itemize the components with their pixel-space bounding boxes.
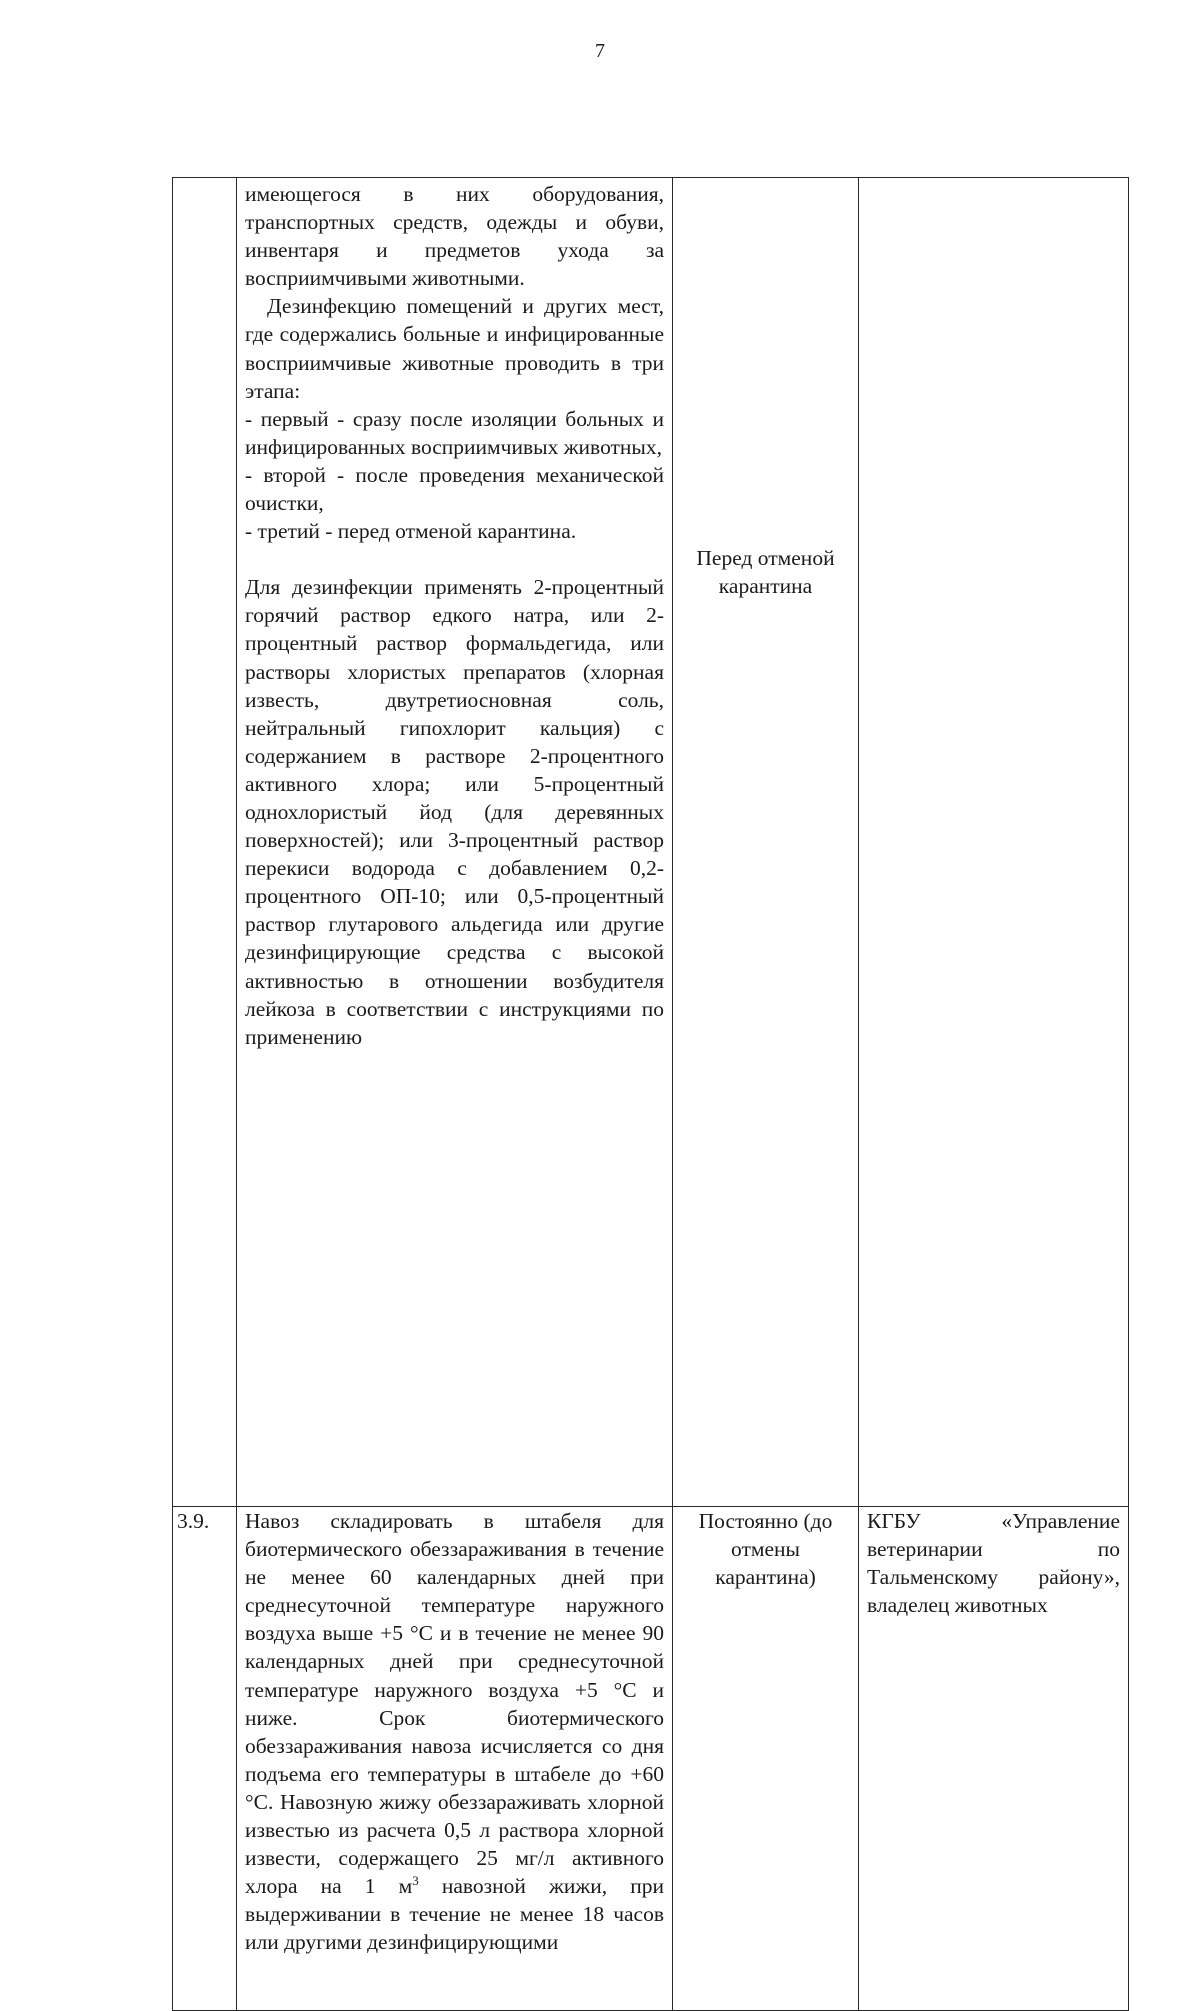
term-cell: Перед отменой карантина — [673, 178, 859, 1507]
measure-text-cell — [237, 1507, 673, 2011]
measure-paragraph: имеющегося в них оборудования, транспортных средств, одежды и обуви, инвентаря и предметов ухода за восприимчивыми животными. — [245, 182, 664, 291]
measure-text: Навоз складировать в штабеля для биотермического обеззараживания в течение не менее 60 календарных дней при среднесуточной температуре наружного воздуха выше +5 °С и в течение не менее 90 календарных дней при среднесуточной температуре наружного воздуха +5 °С и ниже. Срок биотермического обеззараживания навоза исчисляется со дня подъема его температуры в штабеле до +60 °С. Навозную жижу обеззараживать хлорной известью из расчета 0,5 л раствора хлорной извести, содержащего 25 мг/л активного хлора на 1 м — [245, 1509, 664, 1899]
table-row — [173, 1507, 1129, 2011]
term-cell: Постоянно (до отмены карантина) — [673, 1507, 859, 2011]
measure-paragraph: Для дезинфекции применять 2-процентный горячий раствор едкого натра, или 2-процентный раствор формальдегида, или растворы хлористых препаратов (хлорная известь, двутретиосновная соль, нейтральный гипохлорит кальция) с содержанием в растворе 2-процентного активного хлора; или 5-процентный однохлористый йод (для деревянных поверхностей); или 3-процентный раствор перекиси водорода с добавлением 0,2-процентного ОП-10; или 0,5-процентный раствор глутарового альдегида или другие дезинфицирующие средства с высокой активностью в отношении возбудителя лейкоза в соответствии с инструкциями по применению — [245, 575, 664, 1049]
table-row — [173, 178, 1129, 1507]
measure-text: навозной жижи, при выдерживании в течение не менее 18 часов или другими дезинфицирующими — [245, 1874, 664, 1955]
row-number-cell — [173, 178, 237, 1507]
row-number-cell: 3.9. — [173, 1507, 237, 2011]
page-number: 7 — [595, 40, 605, 62]
measure-paragraph: Дезинфекцию помещений и других мест, где содержались больные и инфицированные восприимчивые животные проводить в три этапа: — [245, 294, 664, 403]
measure-paragraph: - третий - перед отменой карантина. — [245, 519, 577, 544]
measure-paragraph: - первый - сразу после изоляции больных и инфицированных восприимчивых животных, — [245, 406, 664, 459]
superscript: 3 — [412, 1873, 419, 1889]
measures-table — [172, 177, 1129, 2011]
responsible-cell — [859, 178, 1129, 1507]
measure-text-cell — [237, 178, 673, 1507]
responsible-cell: КГБУ «Управление ветеринарии по Тальменскому району», владелец животных — [859, 1507, 1129, 2011]
measure-paragraph: - второй - после проведения механической очистки, — [245, 462, 664, 516]
